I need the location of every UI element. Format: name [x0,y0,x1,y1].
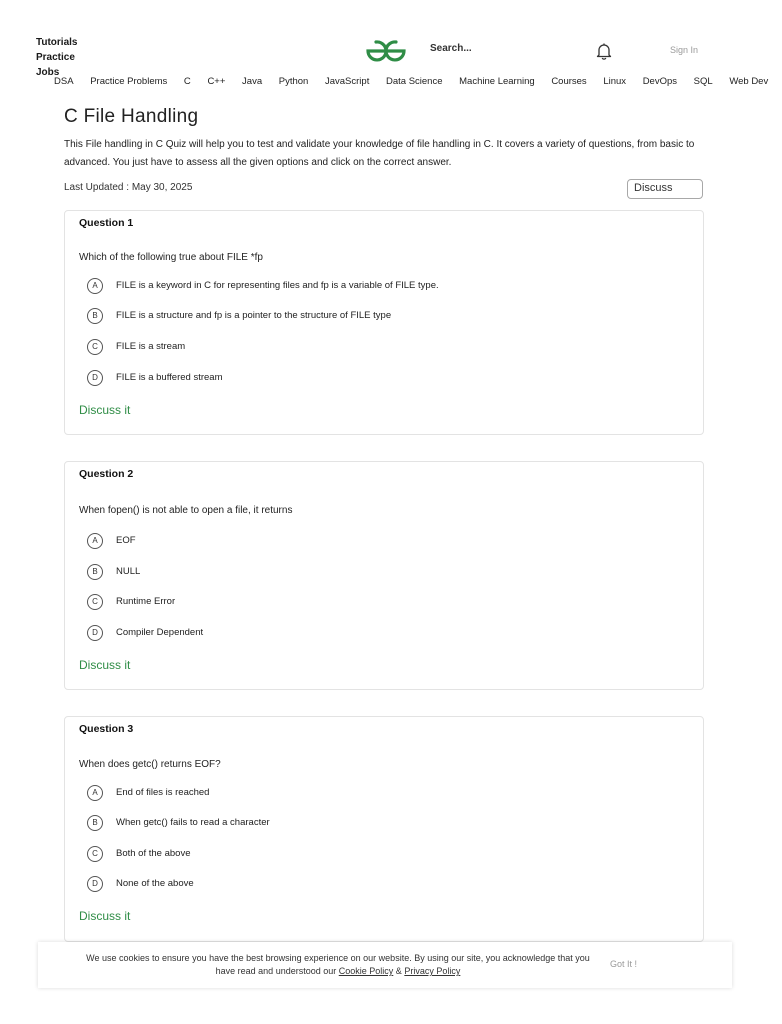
option-letter: A [87,785,103,801]
option-text: None of the above [116,878,194,889]
cookie-policy-link[interactable]: Cookie Policy [338,966,394,976]
option-letter: A [87,533,103,549]
practice-link[interactable]: Practice [36,52,75,63]
option-text: FILE is a structure and fp is a pointer to the structure of FILE type [116,310,392,321]
page-title: C File Handling [64,106,199,127]
option-letter: A [87,278,103,294]
cookie-ampersand: & [395,966,402,976]
nav-item-sql[interactable]: SQL [693,76,713,87]
nav-item-c[interactable]: C [183,76,191,87]
option-text: EOF [116,535,136,546]
question-text: Which of the following true about FILE *fp [79,252,263,263]
sign-in-button[interactable]: Sign In [670,45,699,55]
option-text: FILE is a stream [116,341,186,352]
question-number: Question 3 [79,723,134,735]
nav-item-machine-learning[interactable]: Machine Learning [459,76,535,87]
got-it-button[interactable]: Got It ! [610,959,638,969]
question-card-2 [64,461,704,690]
option-letter: C [87,846,103,862]
nav-item-javascript[interactable]: JavaScript [324,76,370,87]
nav-item-data-science[interactable]: Data Science [385,76,443,87]
option-text: NULL [116,566,141,577]
nav-item-python[interactable]: Python [278,76,309,87]
cookie-banner [38,942,732,988]
discuss-it-link[interactable]: Discuss it [79,658,131,672]
option-text: End of files is reached [116,787,210,798]
option-text: When getc() fails to read a character [116,817,270,828]
option-letter: D [87,370,103,386]
option-letter: D [87,876,103,892]
option-text: Both of the above [116,848,191,859]
privacy-policy-link[interactable]: Privacy Policy [404,966,461,976]
question-card-1 [64,210,704,435]
question-number: Question 2 [79,468,134,480]
nav-item-cpp[interactable]: C++ [207,76,226,87]
discuss-it-link[interactable]: Discuss it [79,403,131,417]
tutorials-link[interactable]: Tutorials [36,37,78,48]
header-left-links [36,35,77,80]
option-letter: C [87,594,103,610]
option-text: FILE is a buffered stream [116,372,223,383]
search-input[interactable]: Search... [430,43,472,54]
question-text: When fopen() is not able to open a file, it returns [79,505,293,516]
option-text: Runtime Error [116,596,176,607]
cookie-message [78,952,598,978]
option-letter: D [87,625,103,641]
nav-item-courses[interactable]: Courses [551,76,587,87]
page-description: This File handling in C Quiz will help you to test and validate your knowledge of file handling in C. It covers a variety of questions, from basic to advanced. You just have to assess all the given options and click on the correct answer. [64,139,695,168]
site-header [0,0,768,100]
option-letter: B [87,308,103,324]
nav-item-dsa[interactable]: DSA [54,76,74,87]
question-number: Question 1 [79,217,134,229]
last-updated: Last Updated : May 30, 2025 [64,182,193,193]
nav-item-web-dev[interactable]: Web Dev [729,76,769,87]
nav-item-java[interactable]: Java [242,76,263,87]
question-card-3 [64,716,704,942]
discuss-button[interactable]: Discuss [627,179,703,199]
bell-icon[interactable] [596,42,612,60]
option-letter: C [87,339,103,355]
option-text: FILE is a keyword in C for representing files and fp is a variable of FILE type. [116,280,439,291]
question-text: When does getc() returns EOF? [79,759,221,770]
jobs-link[interactable]: Jobs [36,67,60,78]
nav-item-devops[interactable]: DevOps [642,76,678,87]
gfg-logo-icon[interactable] [364,38,408,64]
nav-item-linux[interactable]: Linux [603,76,627,87]
nav-item-practice-problems[interactable]: Practice Problems [90,76,168,87]
discuss-it-link[interactable]: Discuss it [79,909,131,923]
cookie-text: We use cookies to ensure you have the best browsing experience on our website. By using our site, you acknowledge that you have read and understood our [86,953,590,976]
option-text: Compiler Dependent [116,627,204,638]
option-letter: B [87,815,103,831]
option-letter: B [87,564,103,580]
topic-nav [54,76,769,90]
